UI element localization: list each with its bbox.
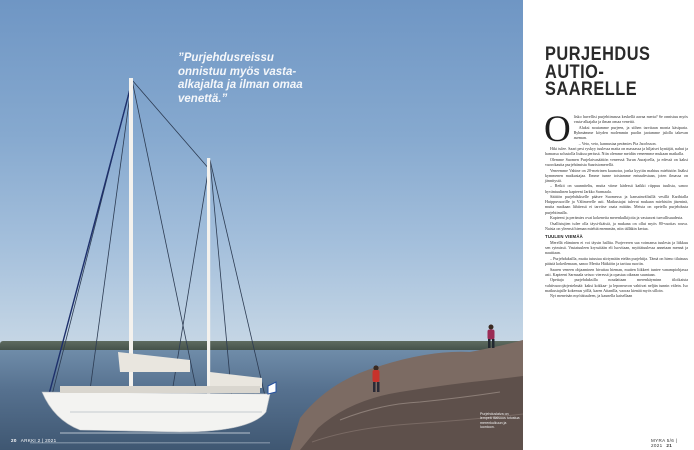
person-on-cliff <box>488 325 495 349</box>
article-body <box>544 109 688 299</box>
paragraph: Opettaja purjehduksilla noudattaan merenkäyminn tiloikaista vahtivuorojärjestelmää: kaksi kokkaa- ja leponeuvon vahtivat neljän tunnin välein. Iso matkustajalle kokemus yöllä, karen Aitanilla, vaoraa kienää myös silloin. <box>545 277 688 293</box>
main-mast <box>129 78 133 396</box>
paragraph: Kapteeni ja perämies ovat kokeneita merenkulkijoita ja vastaavat turvallisuudesta. <box>550 215 684 221</box>
furled-mizzen <box>210 372 262 388</box>
paragraph: Nyt meneisän myötätuuleen, ja kaunella kaisellaan <box>550 293 633 299</box>
pull-quote: ”Purjehdusreissu onnistuu myös vasta-alkajalta ja ilman omaa venettä.” <box>178 52 303 105</box>
paragraph: – Retkit on suunniteltu, mutta viime kädessä kaikki riippuu tuulista, sanoo hyväntuulinen kapteeni Jarkko Sarmaala. <box>545 183 688 194</box>
folio-right <box>651 438 694 448</box>
paragraph: Saaren veneen ohjaaminen hivuttaa hieman, mutten liikkeet tuntee vanampiohjassa asti. Kapteeni Sarmaala seisoo vieressä ja opastaa oikeaan suuntaan. <box>545 266 688 277</box>
page-number-right: 21 <box>666 443 673 448</box>
section-paragraph-list <box>545 240 688 298</box>
paragraph: – Purjehduksilla, mutta tutustua siirtymään etelän purjehtija. Tämä on hieno tilaisuus päästä kokeilemaan, sanoo Merita Häikiöin ja tarttuu ruoriin. <box>545 255 688 267</box>
article-page <box>523 0 694 450</box>
paragraph: Aluksi noutamme purjeen, ja siihen tarvitaan monta käsiparia. Ryhmämme köyden molemmin puolin jaotamme jalolla takevan aseman. <box>573 124 688 141</box>
paragraph: – Veto, veto, kannustaa perämies Pia Jacobsson. <box>578 140 657 146</box>
deck <box>60 386 260 393</box>
article-headline: PURJEHDUS AUTIO-SAARELLE <box>545 44 651 100</box>
paragraph: Osallistujien tulee olla täysi-ikäisiä, ja mukana on ollut myös 80-vuotias rouva. Naisia on yleensä hieman miehiä enemmän, niin tälläkin kertaa. <box>545 220 688 231</box>
issue-label-right: MYRA 5/6 | 2021 <box>651 438 678 448</box>
furled-mainsail <box>118 352 190 372</box>
folio-left <box>11 438 57 443</box>
page-number-left: 20 <box>11 438 17 443</box>
paragraph: Olemme Suomen Purjelaivasäätiön veneessä Turun Aurajoella, ja edessä on kaksi vuorokautta purjehtimista Saaristomerellä. <box>545 156 688 167</box>
paragraph: Veneemme Vahine on 20-metrinen kaunotar, jonka kyytiin mahtuu miehistön lisäksi kymmenen matkustajaa. Emme tunne toisiamme entuudestaan, joten ilmassa on jännitystä. <box>545 167 688 183</box>
rigging <box>52 80 265 405</box>
water-reflections <box>30 432 270 444</box>
paragraph: Hiki tulee. Saari pesi ryskyy tuulessa matta on massassa ja hiljaiset kyntäjät, nahut ja hamassa solustolla liukuu perässä. Niin olemme meidän veneemme mukaan matkalla. <box>545 146 688 157</box>
photo-caption: Purjehduslaiva on lempeä tilaisuus tutustua merenkulkuun ja luontoon. <box>480 412 520 430</box>
forestay <box>48 82 132 398</box>
paragraph: Säätiön purjehdukselle pääsee Suomessa ja kansainvälisillä vesillä Karibialla Huippuvuorille ja Välimerelle asti. Matkustajat tulevat mukaan miehistön jäseninä, mutta matkaan lähtiessä ei tarvitse osata mitään. Meista on opetella purjehdusta purjehtimalla. <box>545 194 688 215</box>
paragraph: Merellä eläminen ei voi täysin hallita. Purjeveren saa voimansa tuulesta ja liikkuu sen rytmissä. Vastatuuleen kryssitään eli luovitaan, myötätuulessa annetaan mennä ja nauttiaan. <box>545 240 688 256</box>
lead-paragraph: lisko huvellisi purjehtimassa keskellä aavaa merta? Se onnistuu myös vasta-alkajalta ja ilman omaa venettä. <box>573 114 688 125</box>
section-heading: TUULEN VIEMÄÄ <box>545 233 583 239</box>
mizzen-mast <box>207 158 210 394</box>
issue-label-left: ARKKI 2 | 2021 <box>20 438 57 443</box>
drop-cap: O <box>544 109 571 150</box>
